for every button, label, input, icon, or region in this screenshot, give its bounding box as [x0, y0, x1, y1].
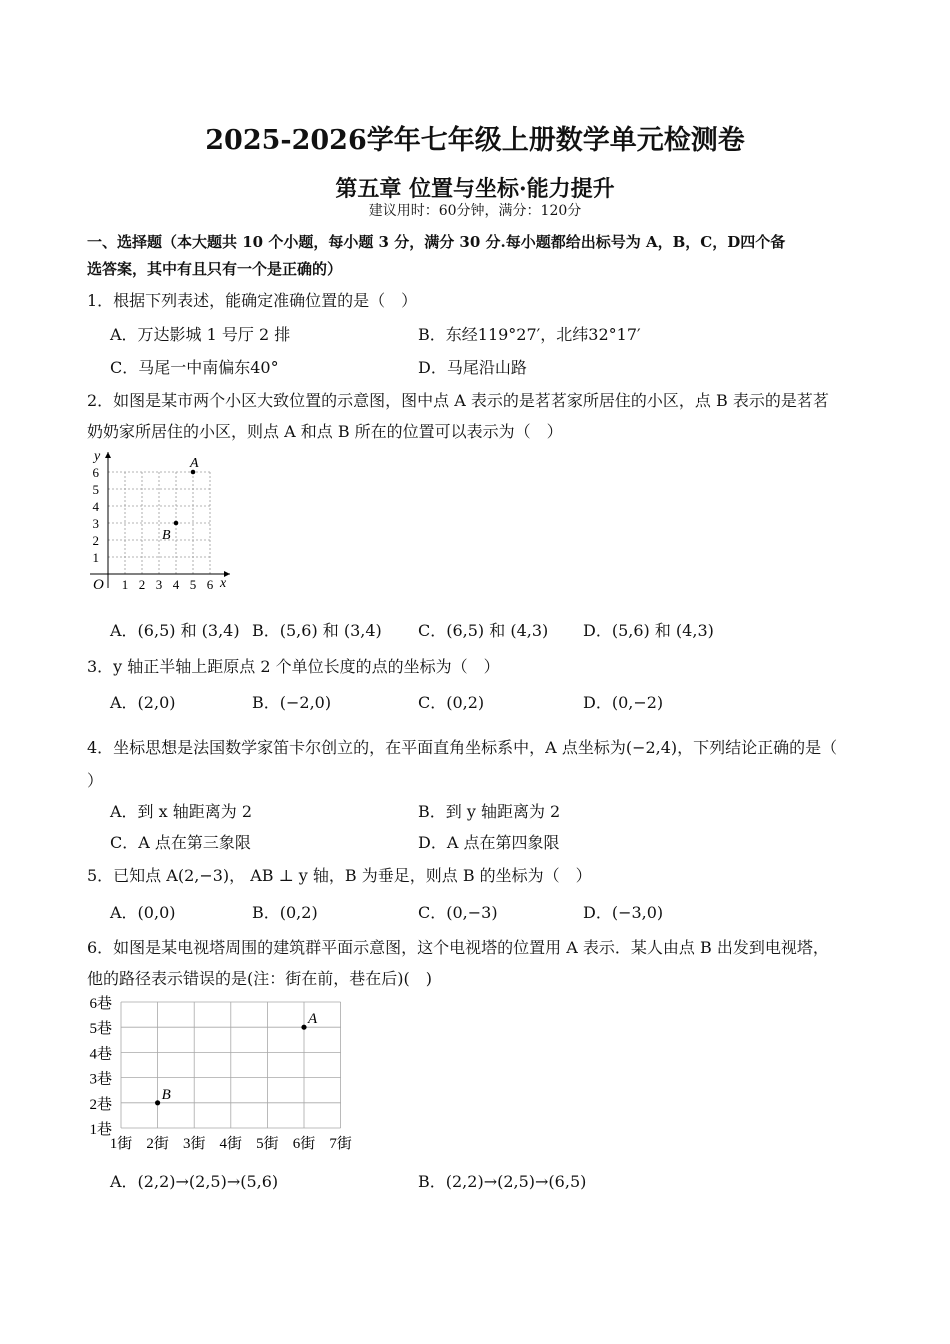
q2-point-b [174, 521, 179, 526]
q2-point-a-label: A [190, 456, 199, 471]
q6-street-label: 4街 [219, 1136, 243, 1152]
q4-option-a: A．到 x 轴距离为 2 [110, 802, 253, 821]
q6-street-grid-figure [84, 994, 359, 1154]
q1-option-c: C．马尾一中南偏东40° [110, 358, 279, 377]
q4-option-d: D．A 点在第四象限 [418, 833, 560, 852]
q5-option-b: B．(0,2) [252, 903, 318, 922]
q3-option-a: A．(2,0) [110, 693, 176, 712]
q6-stem-line1: 6．如图是某电视塔周围的建筑群平面示意图，这个电视塔的位置用 A 表示．某人由点 B 出发到电视塔， [87, 938, 829, 957]
q3-option-d: D．(0,−2) [583, 693, 664, 712]
q4-option-c: C．A 点在第三象限 [110, 833, 251, 852]
q2-y-tick-label: 3 [92, 516, 99, 531]
q3-stem: 3．y 轴正半轴上距原点 2 个单位长度的点的坐标为（ ） [87, 657, 500, 676]
q2-y-tick-label: 1 [92, 550, 99, 565]
q2-y-tick-label: 4 [92, 499, 99, 514]
q3-option-c: C．(0,2) [418, 693, 485, 712]
q6-street-label: 3街 [182, 1136, 206, 1152]
q2-option-a: A．(6,5) 和 (3,4) [110, 621, 240, 640]
q5-option-a: A．(0,0) [110, 903, 176, 922]
q2-y-tick-label: 2 [92, 533, 99, 548]
q2-coordinate-figure [84, 450, 234, 598]
q2-x-tick-label: 1 [121, 577, 129, 592]
q2-stem-line2: 奶奶家所居住的小区，则点 A 和点 B 所在的位置可以表示为（ ） [87, 422, 563, 441]
q6-lane-label: 1巷 [89, 1122, 112, 1138]
q6-street-label: 2街 [146, 1136, 169, 1152]
q6-lane-label: 3巷 [89, 1071, 112, 1088]
q3-option-b: B．(−2,0) [252, 693, 332, 712]
q6-lane-label: 5巷 [89, 1021, 112, 1038]
q4-stem-line2: ） [87, 771, 104, 790]
q6-street-label: 5街 [256, 1136, 279, 1152]
time-score-note: 建议用时：60分钟，满分：120分 [368, 203, 582, 219]
q2-stem-line1: 2．如图是某市两个小区大致位置的示意图，图中点 A 表示的是茗茗家所居住的小区，点 B 表示的是茗茗 [87, 391, 829, 410]
q2-option-d: D．(5,6) 和 (4,3) [583, 621, 714, 640]
q6-lane-label: 4巷 [89, 1046, 112, 1063]
section-heading-line1: 一、选择题（本大题共 10 个小题，每小题 3 分，满分 30 分.每小题都给出标号为 A，B，C，D四个备 [87, 233, 786, 251]
q4-stem-line1: 4．坐标思想是法国数学家笛卡尔创立的，在平面直角坐标系中，A 点坐标为(−2,4)，下列结论正确的是（ [87, 738, 838, 757]
q2-y-tick-label: 5 [92, 482, 99, 497]
q2-x-tick-label: 4 [172, 577, 180, 592]
q5-option-c: C．(0,−3) [418, 903, 498, 922]
q2-option-b: B．(5,6) 和 (3,4) [252, 621, 382, 640]
q6-point-a-label: A [308, 1011, 318, 1028]
q6-street-label: 1街 [109, 1136, 133, 1152]
q6-lane-label: 2巷 [89, 1096, 112, 1113]
q4-option-b: B．到 y 轴距离为 2 [418, 802, 561, 821]
q2-x-label: x [220, 576, 227, 591]
q5-option-d: D．(−3,0) [583, 903, 664, 922]
q1-option-a: A．万达影城 1 号厅 2 排 [110, 325, 291, 344]
q2-y-label: y [94, 450, 101, 464]
q6-street-label: 7街 [329, 1136, 352, 1152]
chapter-subtitle: 第五章 位置与坐标·能力提升 [335, 176, 615, 202]
q1-stem: 1．根据下列表述，能确定准确位置的是（ ） [87, 291, 418, 310]
q6-point-b-label: B [161, 1086, 171, 1103]
q6-stem-line2: 他的路径表示错误的是(注：街在前，巷在后)( ) [87, 969, 432, 988]
q2-y-arrow [105, 452, 111, 458]
q2-point-b-label: B [162, 528, 171, 543]
q6-point-a [301, 1025, 306, 1030]
q6-option-b: B．(2,2)→(2,5)→(6,5) [418, 1172, 587, 1191]
section-heading-line2: 选答案，其中有且只有一个是正确的） [87, 260, 343, 278]
q6-point-b [155, 1100, 160, 1105]
q2-option-c: C．(6,5) 和 (4,3) [418, 621, 549, 640]
q2-x-tick-label: 5 [189, 577, 197, 592]
q2-x-tick-label: 2 [138, 577, 146, 592]
q6-lane-label: 6巷 [89, 996, 112, 1012]
q2-y-tick-label: 6 [92, 465, 99, 480]
q5-stem: 5．已知点 A(2,−3)， AB ⊥ y 轴，B 为垂足，则点 B 的坐标为（ ） [87, 866, 592, 885]
q2-x-tick-label: 3 [155, 577, 163, 592]
q2-x-tick-label: 6 [206, 577, 214, 592]
page-title: 2025-2026学年七年级上册数学单元检测卷 [205, 125, 745, 156]
q6-street-label: 6街 [292, 1136, 316, 1152]
q6-option-a: A．(2,2)→(2,5)→(5,6) [110, 1172, 279, 1191]
q2-origin-label: O [93, 577, 104, 593]
q1-option-d: D．马尾沿山路 [418, 358, 527, 377]
q1-option-b: B．东经119°27′，北纬32°17′ [418, 325, 641, 344]
